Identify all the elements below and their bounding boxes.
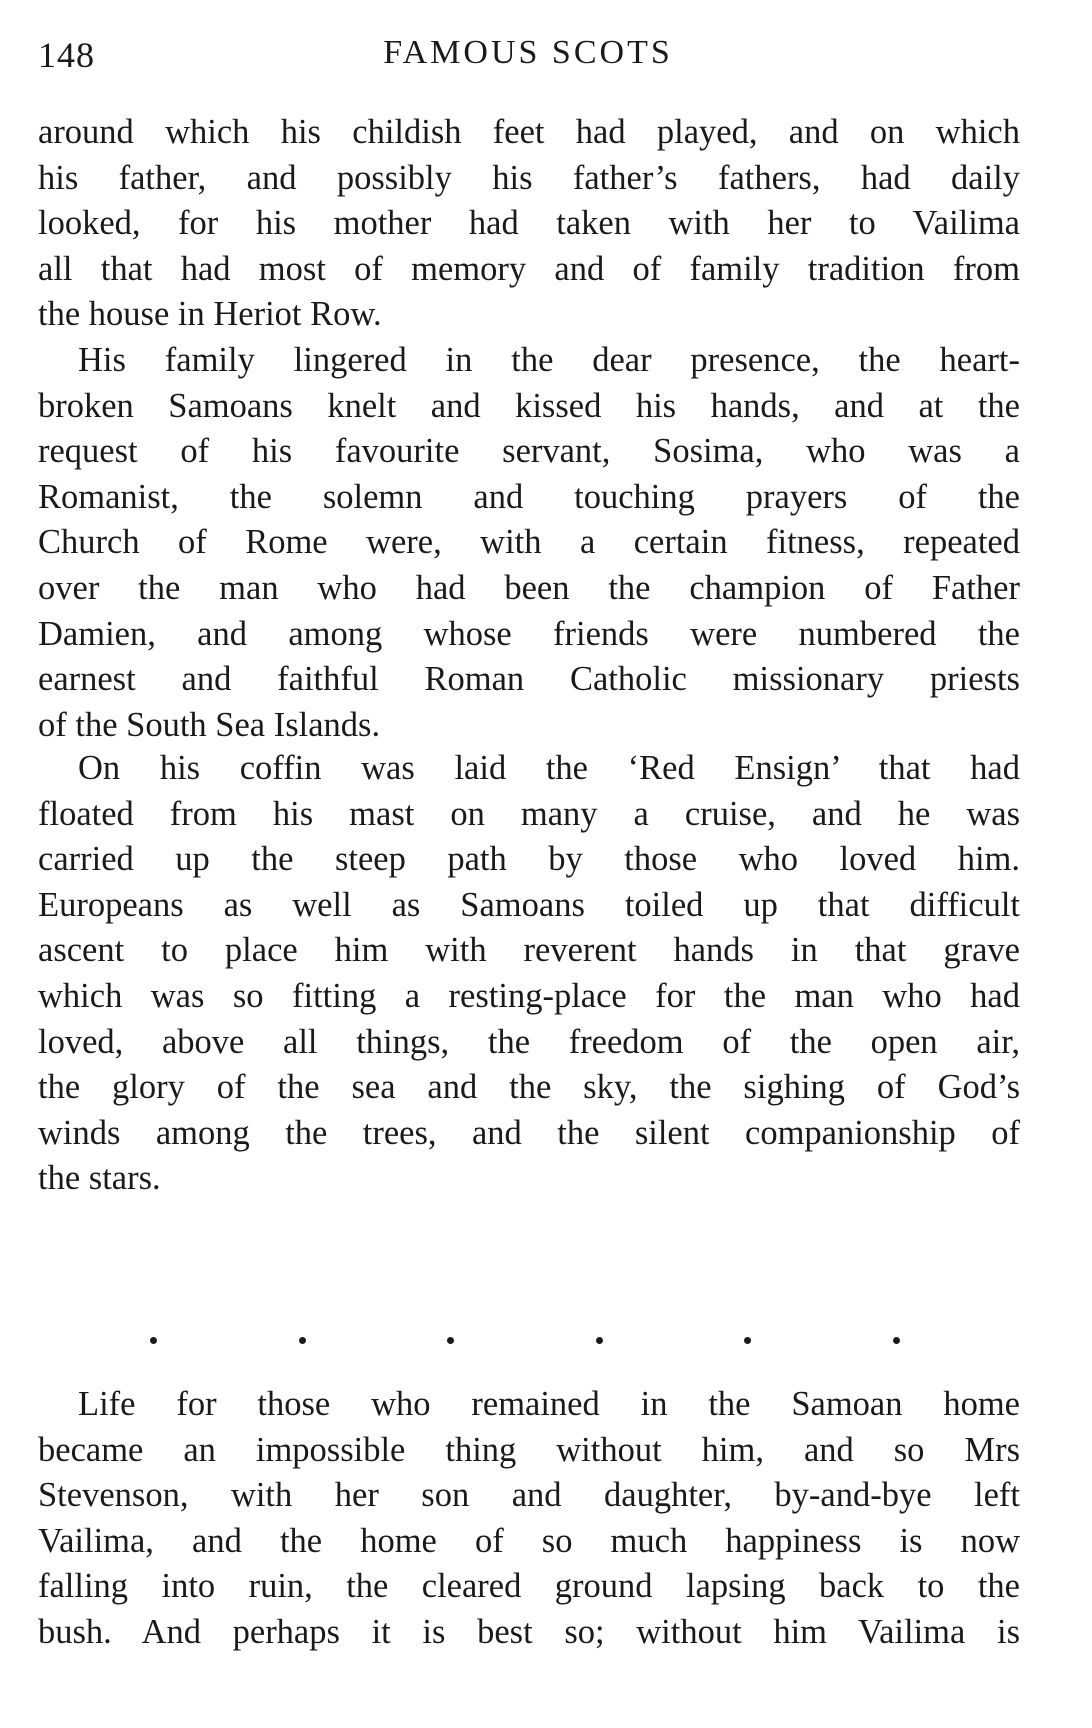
- text-line: Stevenson, with her son and daughter, by-and-bye left: [38, 1476, 1020, 1515]
- text-line: the house in Heriot Row.: [38, 295, 382, 334]
- paragraph-2: [38, 338, 1020, 748]
- text-line: loved, above all things, the freedom of the open air,: [38, 1022, 1020, 1061]
- text-line: all that had most of memory and of family tradition from: [38, 249, 1020, 288]
- text-line: On his coffin was laid the ‘Red Ensign’ that had: [78, 749, 1020, 787]
- text-line: broken Samoans knelt and kissed his hands, and at the: [38, 386, 1020, 425]
- text-line: carried up the steep path by those who loved him.: [38, 840, 1020, 879]
- section-break-dots: [150, 1325, 900, 1355]
- text-line: Damien, and among whose friends were numbered the: [38, 614, 1020, 653]
- dot-ornament: [744, 1337, 751, 1344]
- running-head: [38, 34, 1018, 78]
- text-line: bush. And perhaps it is best so; without him Vailima is: [38, 1612, 1020, 1651]
- text-line: the stars.: [38, 1159, 161, 1198]
- text-line: Church of Rome were, with a certain fitness, repeated: [38, 523, 1020, 562]
- text-line: His family lingered in the dear presence, the heart-: [78, 341, 1020, 379]
- text-line: ascent to place him with reverent hands in that grave: [38, 931, 1020, 970]
- text-line: winds among the trees, and the silent companionship of: [38, 1113, 1020, 1152]
- paragraph-1: [38, 110, 1020, 338]
- page-number: 148: [38, 35, 95, 75]
- text-line: of the South Sea Islands.: [38, 705, 381, 744]
- dot-ornament: [150, 1337, 157, 1344]
- text-line: earnest and faithful Roman Catholic missionary priests: [38, 660, 1020, 699]
- paragraph-3: [38, 746, 1020, 1202]
- text-line: Vailima, and the home of so much happiness is now: [38, 1521, 1020, 1560]
- text-line: his father, and possibly his father’s fathers, had daily: [38, 158, 1020, 197]
- text-line: Romanist, the solemn and touching prayers of the: [38, 477, 1020, 516]
- text-line: falling into ruin, the cleared ground lapsing back to the: [38, 1567, 1020, 1606]
- dot-ornament: [299, 1337, 306, 1344]
- text-line: the glory of the sea and the sky, the sighing of God’s: [38, 1068, 1020, 1107]
- text-line: floated from his mast on many a cruise, and he was: [38, 794, 1020, 833]
- text-line: over the man who had been the champion of Father: [38, 568, 1020, 607]
- dot-ornament: [596, 1337, 603, 1344]
- text-line: looked, for his mother had taken with her to Vailima: [38, 204, 1020, 243]
- running-title: FAMOUS SCOTS: [383, 34, 673, 71]
- text-line: around which his childish feet had played, and on which: [38, 113, 1020, 151]
- text-line: request of his favourite servant, Sosima, who was a: [38, 432, 1020, 471]
- paragraph-4: [38, 1382, 1020, 1656]
- dot-ornament: [447, 1337, 454, 1344]
- dot-ornament: [893, 1337, 900, 1344]
- text-line: became an impossible thing without him, and so Mrs: [38, 1430, 1020, 1469]
- text-line: Life for those who remained in the Samoan home: [78, 1385, 1020, 1423]
- text-line: which was so fitting a resting-place for the man who had: [38, 976, 1020, 1015]
- text-line: Europeans as well as Samoans toiled up that difficult: [38, 885, 1020, 924]
